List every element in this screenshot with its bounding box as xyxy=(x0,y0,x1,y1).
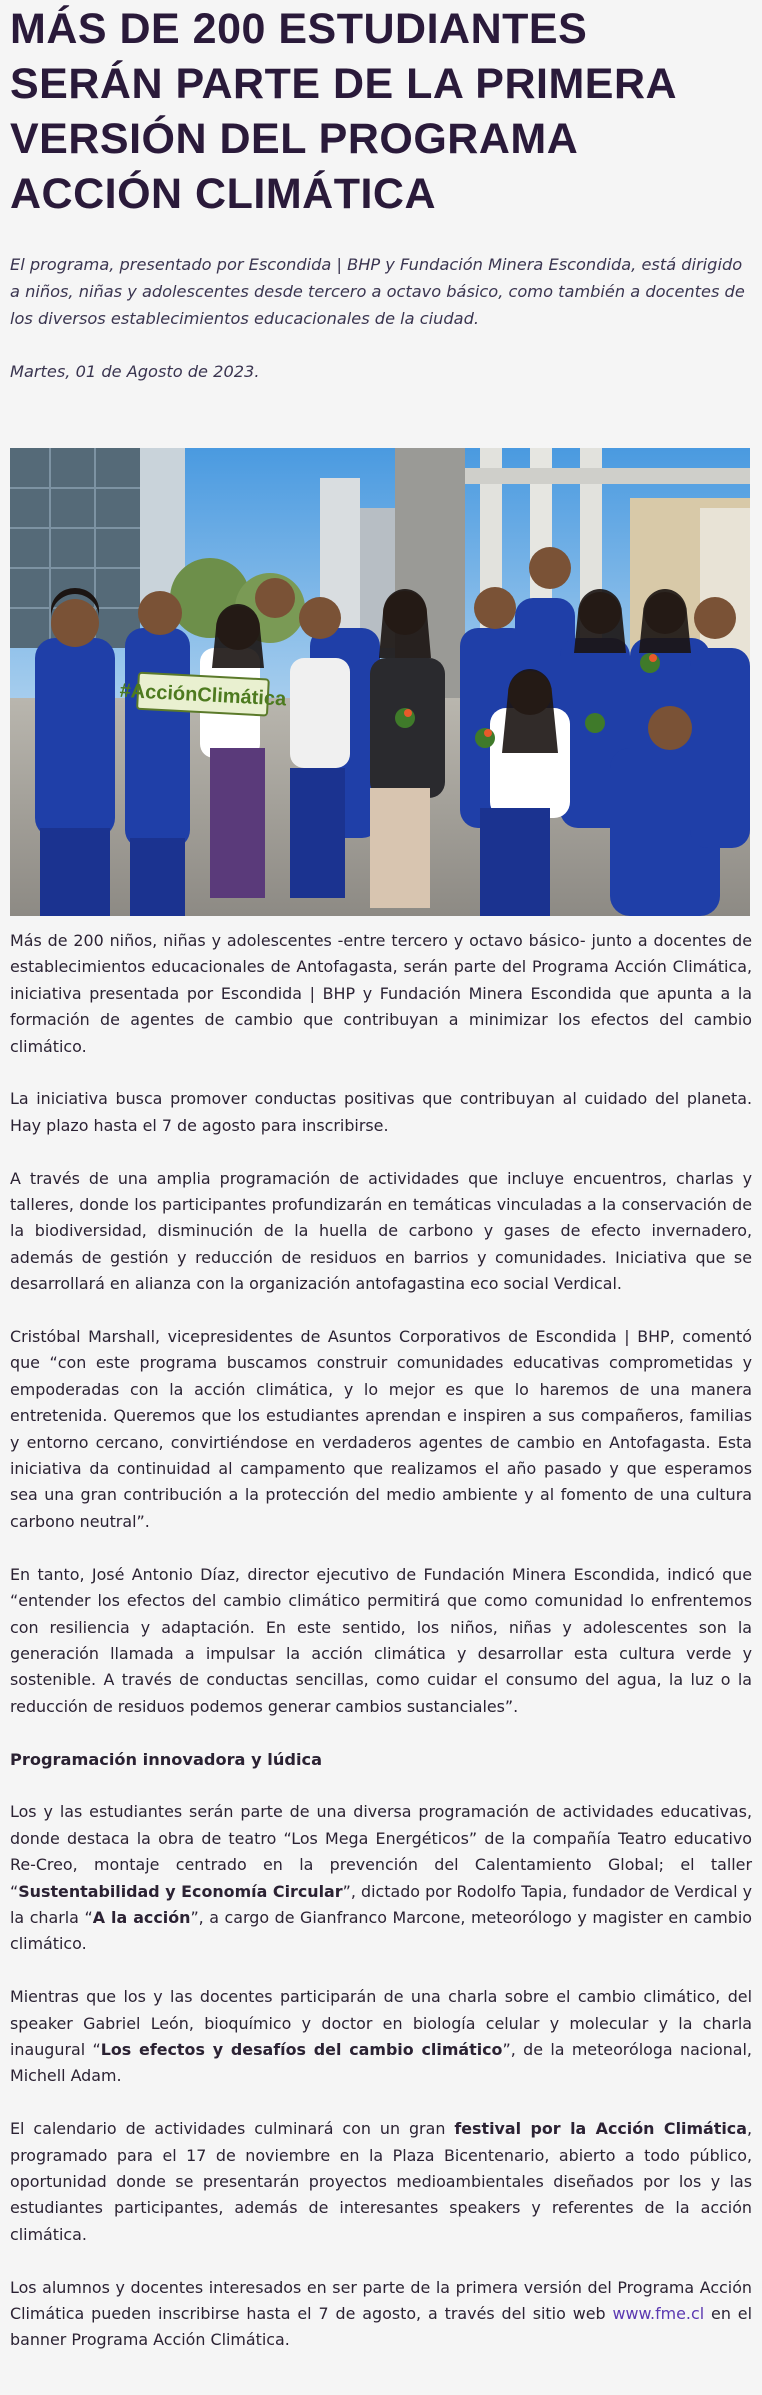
text-run: ”, a cargo de Gianfranco Marcone, meteorólogo y magister en cambio climático. xyxy=(10,1907,752,1954)
article-page xyxy=(0,2,762,2395)
text-run: El calendario de actividades culminará con un gran xyxy=(10,2119,455,2139)
paragraph xyxy=(10,1799,752,1957)
text-run: , programado para el 17 de noviembre en la Plaza Bicentenario, abierto a todo público, oportunidad donde se presentarán proyectos medioambientales diseñados por los y las estudiantes participantes, además de interesantes speakers y referentes de la acción climática. xyxy=(10,2119,752,2244)
festival-name: festival por la Acción Climática xyxy=(454,2119,747,2139)
paragraph xyxy=(10,2275,752,2354)
paragraph: Cristóbal Marshall, vicepresidentes de Asuntos Corporativos de Escondida | BHP, comentó que “con este programa buscamos construir comunidades educativas comprometidas y empoderadas con la acción climática, y lo mejor es que lo haremos de una manera entretenida. Queremos que los estudiantes aprendan e inspiren a sus compañeros, familias y entorno cercano, convirtiéndose en verdaderos agentes de cambio en Antofagasta. Esta iniciativa da continuidad al campamento que realizamos el año pasado y que esperamos sea una gran contribución a la protección del medio ambiente y al fomento de una cultura carbono neutral”. xyxy=(10,1327,752,1531)
talk-title: Los efectos y desafíos del cambio climático xyxy=(100,2039,503,2059)
article-title: MÁS DE 200 ESTUDIANTES SERÁN PARTE DE LA PRIMERA VERSIÓN DEL PROGRAMA ACCIÓN CLIMÁTICA xyxy=(10,5,676,218)
paragraph: A través de una amplia programación de actividades que incluye encuentros, charlas y talleres, donde los participantes profundizarán en temáticas vinculadas a la conservación de la biodiversidad, disminución de la huella de carbono y gases de efecto invernadero, además de gestión y reducción de residuos en barrios y comunidades. Iniciativa que se desarrollará en alianza con la organización antofagastina eco social Verdical. xyxy=(10,1168,752,1294)
text-run: en el banner Programa Acción Climática. xyxy=(10,2303,752,2350)
paragraph xyxy=(10,2116,752,2248)
paragraph xyxy=(10,1984,752,2090)
article-body xyxy=(10,928,752,2354)
text-run: Los alumnos y docentes interesados en ser parte de la primera versión del Programa Acción Climática pueden inscribirse hasta el 7 de agosto, a través del sitio web xyxy=(10,2277,752,2323)
photo-sign-text: #AcciónClimática xyxy=(119,679,287,711)
text-run: Mientras que los y las docentes participarán de una charla sobre el cambio climático, del speaker Gabriel León, bioquímico y doctor en biología celular y molecular y la charla inaugural “ xyxy=(10,1987,752,2059)
article-photo xyxy=(10,448,750,916)
paragraph: Más de 200 niños, niñas y adolescentes -entre tercero y octavo básico- junto a docentes de establecimientos educacionales de Antofagasta, serán parte del Programa Acción Climática, iniciativa presentada por Escondida | BHP y Fundación Minera Escondida que apunta a la formación de agentes de cambio que contribuyan a minimizar los efectos del cambio climático. xyxy=(10,931,752,1056)
paragraph: En tanto, José Antonio Díaz, director ejecutivo de Fundación Minera Escondida, indicó que “entender los efectos del cambio climático permitirá que como comunidad lo enfrentemos con resiliencia y adaptación. En este sentido, los niños, niñas y adolescentes son la generación llamada a impulsar la acción climática y desarrollar esta cultura verde y sostenible. A través de conductas sencillas, como cuidar el consumo del agua, la luz o la reducción de residuos podemos generar cambios sustanciales”. xyxy=(10,1564,752,1716)
group-photo-illustration xyxy=(10,448,750,916)
text-run: Los y las estudiantes serán parte de una diversa programación de actividades educativas, donde destaca la obra de teatro “Los Mega Energéticos” de la compañía Teatro educativo Re-Creo, montaje centrado en la prevención del Calentamiento Global; el taller “ xyxy=(10,1802,752,1901)
fme-website-link[interactable]: www.fme.cl xyxy=(612,2303,705,2323)
workshop-title: Sustentabilidad y Economía Circular xyxy=(18,1881,343,1901)
article-date: Martes, 01 de Agosto de 2023. xyxy=(10,362,260,381)
paragraph: La iniciativa busca promover conductas positivas que contribuyan al cuidado del planeta. Hay plazo hasta el 7 de agosto para inscribirse. xyxy=(10,1089,752,1135)
article-lede: El programa, presentado por Escondida | BHP y Fundación Minera Escondida, está dirigido a niños, niñas y adolescentes desde tercero a octavo básico, como también a docentes de los diversos establecimientos educacionales de la ciudad. xyxy=(10,255,745,328)
text-run: ”, de la meteoróloga nacional, Michell Adam. xyxy=(10,2039,752,2086)
talk-title: A la acción xyxy=(92,1907,191,1927)
text-run: ”, dictado por Rodolfo Tapia, fundador de Verdical y la charla “ xyxy=(10,1881,752,1927)
section-subheading: Programación innovadora y lúdica xyxy=(10,1749,323,1769)
